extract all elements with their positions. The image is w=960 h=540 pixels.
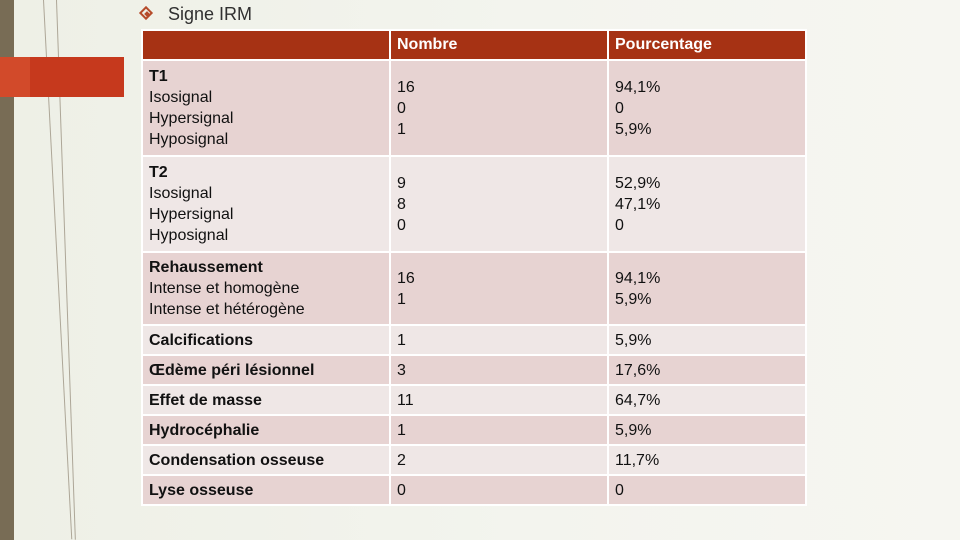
nombre-cell: 1 [390,415,608,445]
diamond-bullet-icon [138,5,156,23]
row-label-cell: Effet de masse [142,385,390,415]
pourcentage-cell [608,156,806,252]
pourcentage-cell: 5,9% [608,325,806,355]
pourcentage-cell: 17,6% [608,355,806,385]
pourcentage-cell: 5,9% [608,415,806,445]
red-accent-tab [0,57,124,97]
pourcentage-value: 94,1% [615,269,661,287]
table-row [142,156,806,252]
nombre-cell [390,156,608,252]
nombre-value: 16 [397,269,415,287]
row-label-cell [142,60,390,156]
row-label-line: Intense et homogène [149,280,300,297]
nombre-cell: 3 [390,355,608,385]
table-row [142,415,806,445]
row-label-cell [142,156,390,252]
pourcentage-value: 52,9% [615,174,661,192]
nombre-value: 1 [397,290,406,308]
row-label-cell: Œdème péri lésionnel [142,355,390,385]
row-label-cell: Lyse osseuse [142,475,390,505]
nombre-value: 0 [397,216,406,234]
pourcentage-value: 0 [615,99,624,117]
table-row [142,355,806,385]
row-label-cell: Condensation osseuse [142,445,390,475]
row-label-title: Rehaussement [149,259,263,276]
row-label-line: Hypersignal [149,110,234,127]
nombre-value: 0 [397,99,406,117]
pourcentage-value: 5,9% [615,120,652,138]
nombre-value: 16 [397,78,415,96]
pourcentage-value: 5,9% [615,290,652,308]
table-row [142,445,806,475]
header-cell-nombre: Nombre [390,30,608,60]
row-label-cell [142,252,390,325]
pourcentage-cell: 64,7% [608,385,806,415]
nombre-cell [390,252,608,325]
pourcentage-value: 47,1% [615,195,661,213]
pourcentage-value: 0 [615,216,624,234]
header-cell-pourcentage: Pourcentage [608,30,806,60]
row-label-line: Hypersignal [149,206,234,223]
row-label-line: Hyposignal [149,227,229,244]
nombre-cell: 2 [390,445,608,475]
nombre-value: 9 [397,174,406,192]
table-row [142,385,806,415]
pourcentage-cell: 0 [608,475,806,505]
pourcentage-cell [608,252,806,325]
nombre-cell: 1 [390,325,608,355]
nombre-cell: 0 [390,475,608,505]
pourcentage-cell: 11,7% [608,445,806,475]
header-cell-blank [142,30,390,60]
row-label-line: Hyposignal [149,131,229,148]
nombre-cell [390,60,608,156]
row-label-cell: Calcifications [142,325,390,355]
row-label-line: Intense et hétérogène [149,301,305,318]
pourcentage-value: 94,1% [615,78,661,96]
row-label-title: T1 [149,68,168,85]
table-row [142,60,806,156]
table-row [142,475,806,505]
slide-heading-text: Signe IRM [168,4,253,24]
table-header-row [142,30,806,60]
nombre-value: 1 [397,120,406,138]
row-label-title: T2 [149,164,168,181]
pourcentage-cell [608,60,806,156]
slide-heading [138,4,252,24]
table-row [142,325,806,355]
mri-signs-table [141,29,807,506]
row-label-line: Isosignal [149,185,213,202]
row-label-cell: Hydrocéphalie [142,415,390,445]
nombre-cell: 11 [390,385,608,415]
table-row [142,252,806,325]
nombre-value: 8 [397,195,406,213]
mri-signs-table-wrapper [141,29,805,502]
row-label-line: Isosignal [149,89,213,106]
